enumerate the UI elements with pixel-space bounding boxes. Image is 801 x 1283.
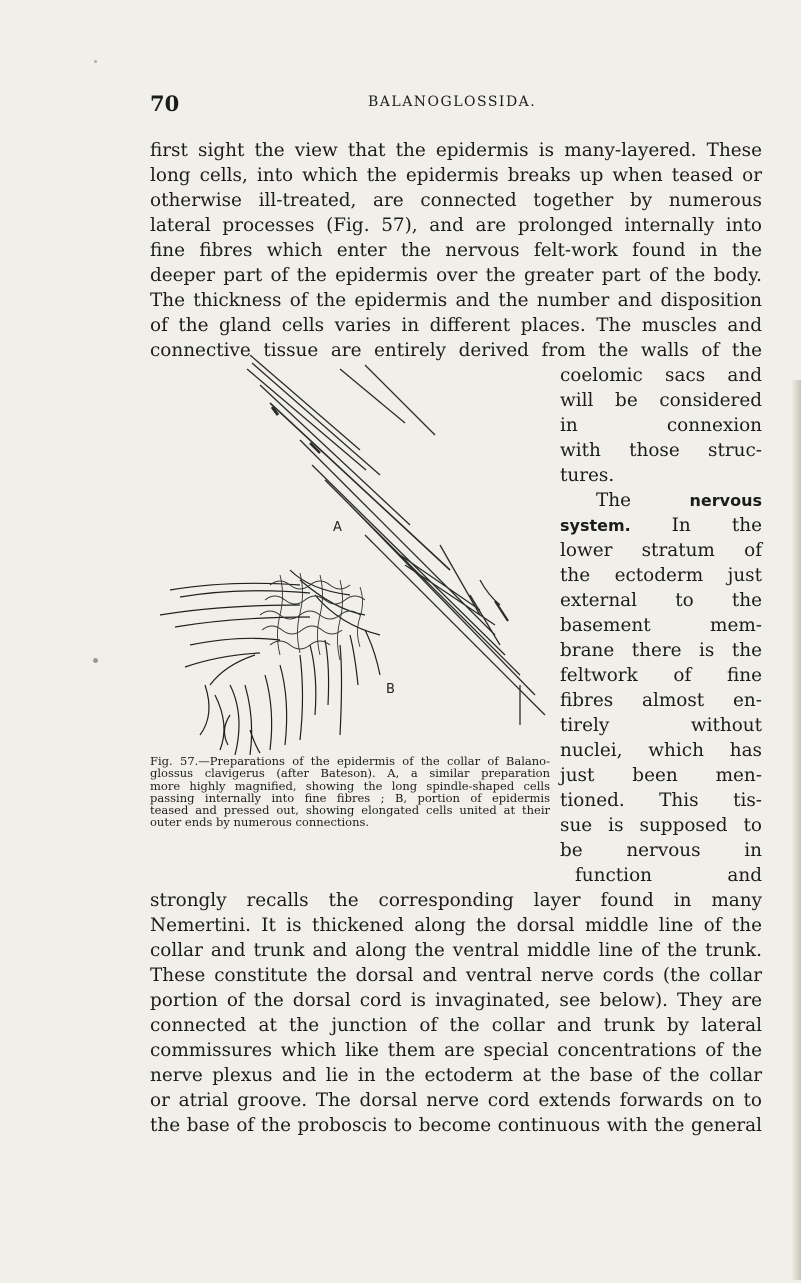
body-line: otherwise ill-treated, are connected together by numerous [150, 190, 762, 211]
side-line: coelomic sacs and [560, 365, 762, 386]
body-line: Nemertini. It is thickened along the dorsal middle line of the [150, 915, 762, 936]
figure-label-b: B [386, 682, 395, 697]
side-line: external to the [560, 590, 762, 611]
side-line: just been men- [560, 765, 762, 786]
side-line: brane there is the [560, 640, 762, 661]
section-heading-line-2 [560, 515, 762, 539]
section-heading-line [596, 490, 762, 514]
body-line: long cells, into which the epidermis breaks up when teased or [150, 165, 762, 186]
side-line: nuclei, which has [560, 740, 762, 761]
body-line: nerve plexus and lie in the ectoderm at the base of the collar [150, 1065, 762, 1086]
side-line: function and [575, 865, 762, 886]
body-line: The thickness of the epidermis and the number and disposition [150, 290, 762, 311]
page-edge-shadow [791, 380, 801, 1280]
side-line: fibres almost en- [560, 690, 762, 711]
paper-speck [93, 658, 98, 663]
paper-speck [94, 60, 97, 63]
side-line: be nervous in [560, 840, 762, 861]
side-line: with those struc- [560, 440, 762, 461]
side-line: tures. [560, 465, 615, 486]
epidermis-illustration [150, 355, 550, 755]
body-line: the base of the proboscis to become continuous with the general [150, 1115, 762, 1136]
section-heading-nervous: nervous [689, 491, 762, 510]
caption-line: glossus clavigerus (after Bateson). A, a similar preparation [150, 766, 550, 781]
body-line: or atrial groove. The dorsal nerve cord extends forwards on to [150, 1090, 762, 1111]
body-line: strongly recalls the corresponding layer found in many [150, 890, 762, 911]
body-line: collar and trunk and along the ventral middle line of the trunk. [150, 940, 762, 961]
side-line: tirely without [560, 715, 762, 736]
caption-line: more highly magnified, showing the long spindle-shaped cells [150, 778, 550, 793]
running-title: BALANOGLOSSIDA. [368, 94, 537, 110]
side-line: lower stratum of [560, 540, 762, 561]
side-line: sue is supposed to [560, 815, 762, 836]
caption-line: teased and pressed out, showing elongated cells united at their [150, 803, 550, 818]
caption-line: Fig. 57.—Preparations of the epidermis of the collar of Balano- [150, 754, 550, 768]
caption-line: passing internally into fine fibres ; B, portion of epidermis [150, 790, 550, 805]
figure-57 [150, 355, 550, 755]
caption-line: outer ends by numerous connections. [150, 815, 370, 830]
section-lead: The [596, 490, 690, 511]
page-header [150, 91, 762, 117]
side-line: feltwork of fine [560, 665, 762, 686]
side-line: tioned. This tis- [560, 790, 762, 811]
section-heading-system: system. [560, 516, 672, 535]
side-line: will be considered [560, 390, 762, 411]
side-line: in connexion [560, 415, 762, 436]
body-line: portion of the dorsal cord is invaginated, see below). They are [150, 990, 762, 1011]
body-line: These constitute the dorsal and ventral nerve cords (the collar [150, 965, 762, 986]
section-continuation: In the [671, 515, 762, 536]
side-line: basement mem- [560, 615, 762, 636]
body-line: deeper part of the epidermis over the greater part of the body. [150, 265, 762, 286]
body-line: fine fibres which enter the nervous felt-work found in the [150, 240, 762, 261]
body-line: of the gland cells varies in different places. The muscles and [150, 315, 762, 336]
body-line: first sight the view that the epidermis is many-layered. These [150, 140, 762, 161]
body-line: lateral processes (Fig. 57), and are prolonged internally into [150, 215, 762, 236]
body-line: commissures which like them are special concentrations of the [150, 1040, 762, 1061]
side-line: the ectoderm just [560, 565, 762, 586]
body-line: connective tissue are entirely derived from the walls of the [150, 340, 762, 361]
figure-label-a: A [333, 520, 342, 535]
figure-caption [150, 755, 550, 829]
body-line: connected at the junction of the collar and trunk by lateral [150, 1015, 762, 1036]
page-number: 70 [150, 91, 180, 116]
